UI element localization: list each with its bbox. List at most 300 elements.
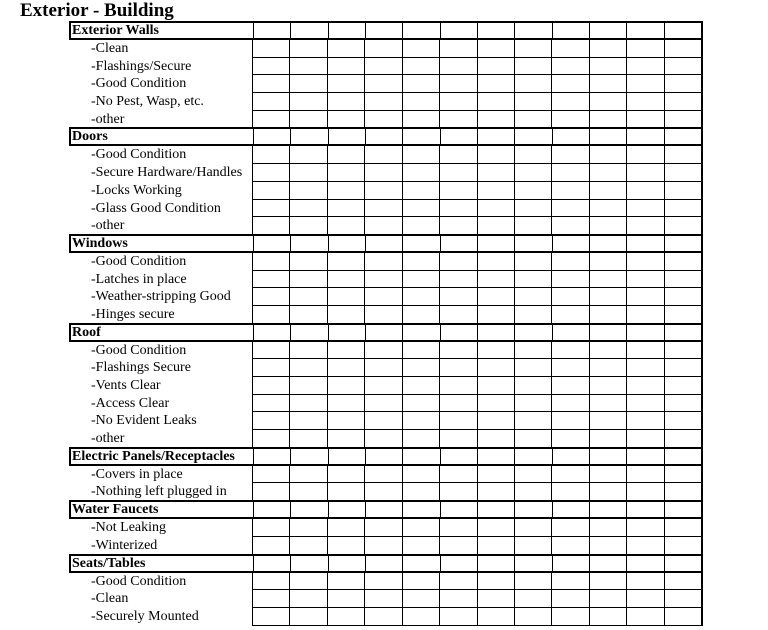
check-cell[interactable] [328,164,365,182]
check-cell[interactable] [365,288,402,306]
check-cell[interactable] [665,271,703,289]
check-cell[interactable] [328,200,365,218]
check-cell[interactable] [627,164,664,182]
check-cell[interactable] [478,590,515,608]
check-cell[interactable] [552,58,589,76]
check-cell[interactable] [478,200,515,218]
check-cell[interactable] [478,359,515,377]
check-cell[interactable] [627,466,664,484]
check-cell[interactable] [440,75,477,93]
check-cell[interactable] [328,75,365,93]
check-cell[interactable] [253,217,290,235]
check-cell[interactable] [403,608,440,626]
check-cell[interactable] [328,111,365,129]
check-cell[interactable] [515,200,552,218]
check-cell[interactable] [552,377,589,395]
check-cell[interactable] [627,359,664,377]
check-cell[interactable] [253,483,290,501]
check-cell[interactable] [253,75,290,93]
check-cell[interactable] [552,483,589,501]
check-cell[interactable] [478,342,515,360]
check-cell[interactable] [290,111,327,129]
check-cell[interactable] [253,430,290,448]
check-cell[interactable] [328,395,365,413]
check-cell[interactable] [552,537,589,555]
check-cell[interactable] [290,164,327,182]
check-cell[interactable] [440,608,477,626]
check-cell[interactable] [590,40,627,58]
check-cell[interactable] [440,306,477,324]
check-cell[interactable] [552,519,589,537]
check-cell[interactable] [253,146,290,164]
check-cell[interactable] [478,306,515,324]
check-cell[interactable] [328,573,365,591]
check-cell[interactable] [290,359,327,377]
check-cell[interactable] [440,590,477,608]
check-cell[interactable] [665,182,703,200]
check-cell[interactable] [515,519,552,537]
check-cell[interactable] [403,377,440,395]
check-cell[interactable] [365,40,402,58]
check-cell[interactable] [440,573,477,591]
check-cell[interactable] [627,412,664,430]
check-cell[interactable] [365,342,402,360]
check-cell[interactable] [365,608,402,626]
check-cell[interactable] [328,93,365,111]
check-cell[interactable] [440,519,477,537]
check-cell[interactable] [253,271,290,289]
check-cell[interactable] [328,466,365,484]
check-cell[interactable] [290,146,327,164]
check-cell[interactable] [627,288,664,306]
check-cell[interactable] [440,164,477,182]
check-cell[interactable] [478,519,515,537]
check-cell[interactable] [253,590,290,608]
check-cell[interactable] [665,75,703,93]
check-cell[interactable] [590,342,627,360]
check-cell[interactable] [665,573,703,591]
check-cell[interactable] [403,271,440,289]
check-cell[interactable] [478,395,515,413]
check-cell[interactable] [253,111,290,129]
check-cell[interactable] [627,608,664,626]
check-cell[interactable] [478,146,515,164]
check-cell[interactable] [365,377,402,395]
check-cell[interactable] [253,58,290,76]
check-cell[interactable] [328,58,365,76]
check-cell[interactable] [253,342,290,360]
check-cell[interactable] [552,271,589,289]
check-cell[interactable] [290,306,327,324]
check-cell[interactable] [290,182,327,200]
check-cell[interactable] [365,111,402,129]
check-cell[interactable] [552,217,589,235]
check-cell[interactable] [552,395,589,413]
check-cell[interactable] [290,253,327,271]
check-cell[interactable] [440,58,477,76]
check-cell[interactable] [627,75,664,93]
check-cell[interactable] [590,483,627,501]
check-cell[interactable] [365,519,402,537]
check-cell[interactable] [590,200,627,218]
check-cell[interactable] [440,40,477,58]
check-cell[interactable] [403,359,440,377]
check-cell[interactable] [515,342,552,360]
check-cell[interactable] [290,412,327,430]
check-cell[interactable] [478,40,515,58]
check-cell[interactable] [253,253,290,271]
check-cell[interactable] [440,359,477,377]
check-cell[interactable] [590,590,627,608]
check-cell[interactable] [665,146,703,164]
check-cell[interactable] [365,146,402,164]
check-cell[interactable] [403,430,440,448]
check-cell[interactable] [365,164,402,182]
check-cell[interactable] [440,430,477,448]
check-cell[interactable] [365,590,402,608]
check-cell[interactable] [627,200,664,218]
check-cell[interactable] [365,483,402,501]
check-cell[interactable] [627,146,664,164]
check-cell[interactable] [403,75,440,93]
check-cell[interactable] [440,111,477,129]
check-cell[interactable] [627,217,664,235]
check-cell[interactable] [365,93,402,111]
check-cell[interactable] [365,75,402,93]
check-cell[interactable] [590,608,627,626]
check-cell[interactable] [515,146,552,164]
check-cell[interactable] [665,359,703,377]
check-cell[interactable] [627,93,664,111]
check-cell[interactable] [552,412,589,430]
check-cell[interactable] [665,288,703,306]
check-cell[interactable] [253,537,290,555]
check-cell[interactable] [627,430,664,448]
check-cell[interactable] [253,288,290,306]
check-cell[interactable] [552,40,589,58]
check-cell[interactable] [590,466,627,484]
check-cell[interactable] [478,608,515,626]
check-cell[interactable] [403,253,440,271]
check-cell[interactable] [552,359,589,377]
check-cell[interactable] [590,573,627,591]
check-cell[interactable] [328,342,365,360]
check-cell[interactable] [290,573,327,591]
check-cell[interactable] [627,271,664,289]
check-cell[interactable] [328,519,365,537]
check-cell[interactable] [552,590,589,608]
check-cell[interactable] [515,217,552,235]
check-cell[interactable] [515,111,552,129]
check-cell[interactable] [328,430,365,448]
check-cell[interactable] [253,608,290,626]
check-cell[interactable] [590,182,627,200]
check-cell[interactable] [665,342,703,360]
check-cell[interactable] [515,608,552,626]
check-cell[interactable] [478,253,515,271]
check-cell[interactable] [590,164,627,182]
check-cell[interactable] [515,271,552,289]
check-cell[interactable] [365,253,402,271]
check-cell[interactable] [590,217,627,235]
check-cell[interactable] [290,342,327,360]
check-cell[interactable] [515,537,552,555]
check-cell[interactable] [665,466,703,484]
check-cell[interactable] [440,200,477,218]
check-cell[interactable] [515,590,552,608]
check-cell[interactable] [328,288,365,306]
check-cell[interactable] [515,58,552,76]
check-cell[interactable] [440,377,477,395]
check-cell[interactable] [328,359,365,377]
check-cell[interactable] [290,466,327,484]
check-cell[interactable] [365,395,402,413]
check-cell[interactable] [403,483,440,501]
check-cell[interactable] [665,519,703,537]
check-cell[interactable] [365,430,402,448]
check-cell[interactable] [590,253,627,271]
check-cell[interactable] [665,590,703,608]
check-cell[interactable] [590,306,627,324]
check-cell[interactable] [515,359,552,377]
check-cell[interactable] [515,93,552,111]
check-cell[interactable] [665,412,703,430]
check-cell[interactable] [290,519,327,537]
check-cell[interactable] [627,253,664,271]
check-cell[interactable] [478,182,515,200]
check-cell[interactable] [627,537,664,555]
check-cell[interactable] [552,573,589,591]
check-cell[interactable] [290,40,327,58]
check-cell[interactable] [627,573,664,591]
check-cell[interactable] [627,483,664,501]
check-cell[interactable] [665,483,703,501]
check-cell[interactable] [253,519,290,537]
check-cell[interactable] [478,164,515,182]
check-cell[interactable] [365,359,402,377]
check-cell[interactable] [515,75,552,93]
check-cell[interactable] [403,342,440,360]
check-cell[interactable] [403,519,440,537]
check-cell[interactable] [403,164,440,182]
check-cell[interactable] [627,182,664,200]
check-cell[interactable] [328,590,365,608]
check-cell[interactable] [590,395,627,413]
check-cell[interactable] [590,75,627,93]
check-cell[interactable] [515,573,552,591]
check-cell[interactable] [515,288,552,306]
check-cell[interactable] [552,288,589,306]
check-cell[interactable] [440,182,477,200]
check-cell[interactable] [590,58,627,76]
check-cell[interactable] [290,608,327,626]
check-cell[interactable] [665,58,703,76]
check-cell[interactable] [290,93,327,111]
check-cell[interactable] [253,412,290,430]
check-cell[interactable] [478,58,515,76]
check-cell[interactable] [552,93,589,111]
check-cell[interactable] [627,590,664,608]
check-cell[interactable] [478,271,515,289]
check-cell[interactable] [328,483,365,501]
check-cell[interactable] [552,111,589,129]
check-cell[interactable] [552,75,589,93]
check-cell[interactable] [328,253,365,271]
check-cell[interactable] [590,359,627,377]
check-cell[interactable] [515,483,552,501]
check-cell[interactable] [440,93,477,111]
check-cell[interactable] [440,342,477,360]
check-cell[interactable] [665,608,703,626]
check-cell[interactable] [440,288,477,306]
check-cell[interactable] [403,412,440,430]
check-cell[interactable] [440,466,477,484]
check-cell[interactable] [440,271,477,289]
check-cell[interactable] [253,359,290,377]
check-cell[interactable] [665,395,703,413]
check-cell[interactable] [403,466,440,484]
check-cell[interactable] [478,111,515,129]
check-cell[interactable] [590,93,627,111]
check-cell[interactable] [627,58,664,76]
check-cell[interactable] [590,111,627,129]
check-cell[interactable] [665,377,703,395]
check-cell[interactable] [627,306,664,324]
check-cell[interactable] [365,217,402,235]
check-cell[interactable] [403,590,440,608]
check-cell[interactable] [665,253,703,271]
check-cell[interactable] [365,271,402,289]
check-cell[interactable] [440,253,477,271]
check-cell[interactable] [515,412,552,430]
check-cell[interactable] [478,537,515,555]
check-cell[interactable] [365,306,402,324]
check-cell[interactable] [552,430,589,448]
check-cell[interactable] [328,537,365,555]
check-cell[interactable] [478,217,515,235]
check-cell[interactable] [365,58,402,76]
check-cell[interactable] [627,377,664,395]
check-cell[interactable] [552,164,589,182]
check-cell[interactable] [515,430,552,448]
check-cell[interactable] [253,164,290,182]
check-cell[interactable] [365,573,402,591]
check-cell[interactable] [627,519,664,537]
check-cell[interactable] [253,93,290,111]
check-cell[interactable] [515,253,552,271]
check-cell[interactable] [665,430,703,448]
check-cell[interactable] [665,537,703,555]
check-cell[interactable] [552,342,589,360]
check-cell[interactable] [403,306,440,324]
check-cell[interactable] [440,483,477,501]
check-cell[interactable] [515,182,552,200]
check-cell[interactable] [515,306,552,324]
check-cell[interactable] [515,466,552,484]
check-cell[interactable] [665,40,703,58]
check-cell[interactable] [478,573,515,591]
check-cell[interactable] [403,217,440,235]
check-cell[interactable] [290,288,327,306]
check-cell[interactable] [552,306,589,324]
check-cell[interactable] [590,146,627,164]
check-cell[interactable] [290,58,327,76]
check-cell[interactable] [403,93,440,111]
check-cell[interactable] [328,412,365,430]
check-cell[interactable] [627,111,664,129]
check-cell[interactable] [290,271,327,289]
check-cell[interactable] [290,483,327,501]
check-cell[interactable] [365,537,402,555]
check-cell[interactable] [440,395,477,413]
check-cell[interactable] [478,412,515,430]
check-cell[interactable] [290,590,327,608]
check-cell[interactable] [403,40,440,58]
check-cell[interactable] [552,466,589,484]
check-cell[interactable] [515,40,552,58]
check-cell[interactable] [478,377,515,395]
check-cell[interactable] [665,306,703,324]
check-cell[interactable] [290,75,327,93]
check-cell[interactable] [290,377,327,395]
check-cell[interactable] [440,537,477,555]
check-cell[interactable] [403,573,440,591]
check-cell[interactable] [253,200,290,218]
check-cell[interactable] [627,395,664,413]
check-cell[interactable] [478,430,515,448]
check-cell[interactable] [515,164,552,182]
check-cell[interactable] [365,200,402,218]
check-cell[interactable] [478,466,515,484]
check-cell[interactable] [403,58,440,76]
check-cell[interactable] [590,377,627,395]
check-cell[interactable] [328,608,365,626]
check-cell[interactable] [328,182,365,200]
check-cell[interactable] [253,40,290,58]
check-cell[interactable] [515,377,552,395]
check-cell[interactable] [403,395,440,413]
check-cell[interactable] [290,395,327,413]
check-cell[interactable] [515,395,552,413]
check-cell[interactable] [627,342,664,360]
check-cell[interactable] [552,182,589,200]
check-cell[interactable] [403,182,440,200]
check-cell[interactable] [365,182,402,200]
check-cell[interactable] [665,93,703,111]
check-cell[interactable] [290,200,327,218]
check-cell[interactable] [665,217,703,235]
check-cell[interactable] [290,537,327,555]
check-cell[interactable] [665,111,703,129]
check-cell[interactable] [440,412,477,430]
check-cell[interactable] [403,537,440,555]
check-cell[interactable] [253,306,290,324]
check-cell[interactable] [328,271,365,289]
check-cell[interactable] [403,288,440,306]
check-cell[interactable] [665,164,703,182]
check-cell[interactable] [365,412,402,430]
check-cell[interactable] [590,271,627,289]
check-cell[interactable] [290,217,327,235]
check-cell[interactable] [627,40,664,58]
check-cell[interactable] [403,111,440,129]
check-cell[interactable] [590,519,627,537]
check-cell[interactable] [552,608,589,626]
check-cell[interactable] [328,217,365,235]
check-cell[interactable] [552,200,589,218]
check-cell[interactable] [440,146,477,164]
check-cell[interactable] [590,430,627,448]
